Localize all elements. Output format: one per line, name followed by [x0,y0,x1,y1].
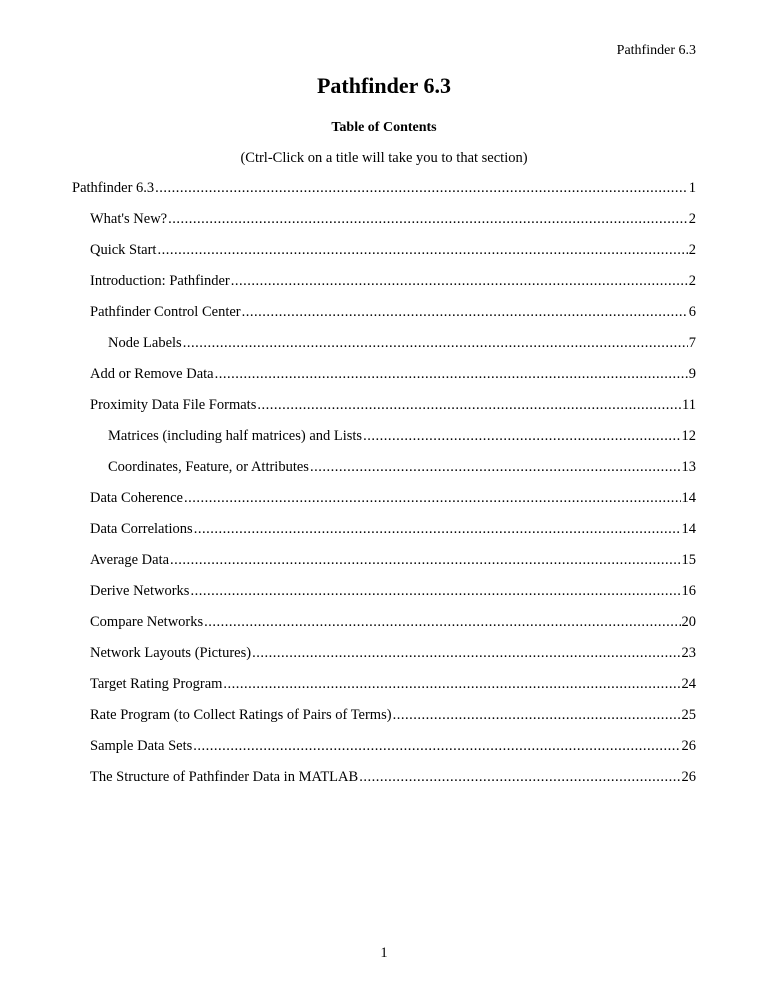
toc-entry-page: 12 [681,428,696,444]
toc-dot-leader [393,707,681,724]
toc-entry-title[interactable]: Pathfinder 6.3 [72,180,155,196]
toc-dot-leader [183,335,688,352]
toc-dot-leader [170,552,680,569]
toc-entry[interactable] [72,335,696,366]
toc-entry-title[interactable]: Sample Data Sets [90,738,193,754]
toc-entry-title[interactable]: Node Labels [108,335,182,351]
toc-entry[interactable] [72,552,696,583]
toc-entry-page: 20 [681,614,696,630]
toc-entry[interactable] [72,490,696,521]
toc-dot-leader [194,521,681,538]
toc-entry-title[interactable]: Matrices (including half matrices) and Lists [108,428,363,444]
running-header: Pathfinder 6.3 [616,43,696,58]
toc-entry[interactable] [72,583,696,614]
toc-entry-title[interactable]: Data Correlations [90,521,193,537]
toc-entry-page: 9 [688,366,696,382]
toc-entry-title[interactable]: Proximity Data File Formats [90,397,257,413]
toc-entry[interactable] [72,273,696,304]
toc-entry[interactable] [72,211,696,242]
toc-entry-title[interactable]: Data Coherence [90,490,183,506]
toc-entry[interactable] [72,304,696,335]
document-title: Pathfinder 6.3 [316,73,452,98]
toc-dot-leader [242,304,688,321]
toc-entry-page: 16 [681,583,696,599]
toc-entry-page: 26 [681,738,696,754]
toc-entry[interactable] [72,366,696,397]
toc-dot-leader [190,583,680,600]
toc-dot-leader [215,366,688,383]
toc-entry-title[interactable]: Compare Networks [90,614,204,630]
toc-dot-leader [363,428,680,445]
toc-entry-page: 24 [681,676,696,692]
toc-entry-page: 2 [688,242,696,258]
toc-entry-title[interactable]: The Structure of Pathfinder Data in MATLAB [90,769,359,785]
toc-entry-page: 7 [688,335,696,351]
page-number: 1 [380,945,388,961]
table-of-contents [72,180,696,800]
toc-dot-leader [168,211,688,228]
toc-entry-title[interactable]: What's New? [90,211,168,227]
toc-entry-page: 15 [681,552,696,568]
toc-entry-page: 1 [688,180,696,196]
toc-entry-title[interactable]: Quick Start [90,242,157,258]
toc-heading: Table of Contents [331,120,437,135]
toc-entry-page: 26 [681,769,696,785]
toc-entry[interactable] [72,614,696,645]
toc-dot-leader [257,397,681,414]
toc-entry[interactable] [72,676,696,707]
toc-dot-leader [359,769,680,786]
toc-entry-page: 25 [681,707,696,723]
toc-entry-page: 14 [681,521,696,537]
toc-dot-leader [204,614,680,631]
toc-entry-page: 14 [681,490,696,506]
toc-entry-title[interactable]: Derive Networks [90,583,190,599]
toc-entry-title[interactable]: Network Layouts (Pictures) [90,645,252,661]
toc-entry-page: 23 [681,645,696,661]
toc-entry-title[interactable]: Pathfinder Control Center [90,304,241,320]
toc-dot-leader [223,676,680,693]
toc-entry-title[interactable]: Rate Program (to Collect Ratings of Pairs of Terms) [90,707,392,723]
toc-entry-title[interactable]: Average Data [90,552,170,568]
toc-dot-leader [157,242,687,259]
toc-entry[interactable] [72,180,696,211]
toc-entry-page: 2 [688,273,696,289]
toc-entry[interactable] [72,521,696,552]
toc-entry-title[interactable]: Coordinates, Feature, or Attributes [108,459,309,475]
toc-dot-leader [155,180,688,197]
toc-entry-page: 11 [682,397,696,413]
toc-dot-leader [252,645,680,662]
toc-entry[interactable] [72,428,696,459]
toc-entry[interactable] [72,459,696,490]
toc-entry-page: 2 [688,211,696,227]
toc-entry[interactable] [72,397,696,428]
toc-entry[interactable] [72,707,696,738]
toc-entry-title[interactable]: Introduction: Pathfinder [90,273,230,289]
toc-entry[interactable] [72,738,696,769]
toc-dot-leader [231,273,688,290]
toc-entry[interactable] [72,645,696,676]
toc-dot-leader [193,738,680,755]
toc-entry-page: 13 [681,459,696,475]
toc-entry-title[interactable]: Add or Remove Data [90,366,214,382]
toc-entry-title[interactable]: Target Rating Program [90,676,223,692]
toc-dot-leader [184,490,681,507]
toc-entry[interactable] [72,769,696,800]
toc-entry[interactable] [72,242,696,273]
toc-entry-page: 6 [688,304,696,320]
toc-dot-leader [310,459,681,476]
toc-instruction-note: (Ctrl-Click on a title will take you to that section) [240,150,528,166]
